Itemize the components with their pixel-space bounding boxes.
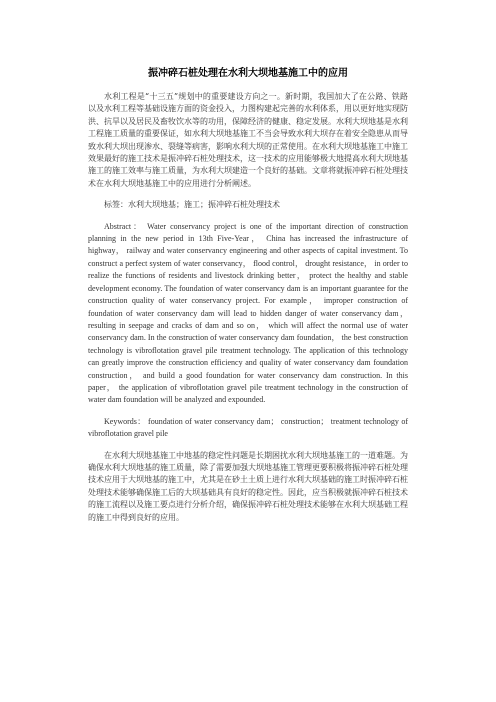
section-spacing: [88, 441, 408, 450]
body-paragraph: 在水利大坝地基施工中地基的稳定性问题是长期困扰水利大坝地基施工的一道难题。为确保水利大坝地基的施工质量，除了需要加强大坝地基施工管理更要积极将振冲碎石桩处理技术应用于大坝地基的施工中，尤其是在砂土土质上进行水利大坝基础的施工时振冲碎石桩处理技术能够确保施工后的大坝基础具有良好的稳定性。因此，应当积极就振冲碎石桩技术的施工流程以及施工要点进行分析介绍，确保振冲碎石桩处理技术能够在水利大坝基础工程的施工中得到良好的应用。: [88, 450, 408, 522]
english-abstract: Abstract： Water conservancy project is one of the important direction of construction planning in the new period in 13th Five-Year， China has increased the infrastructure of highway， railway and water conservancy engineering and other aspects of capital investment. To construct a perfect system of water conservancy， flood control， drought resistance， in order to realize the functions of residents and livestock drinking better， protect the healthy and stable development economy. The foundation of water conservancy dam is an important guarantee for the construction quality of water conservancy project. For example， improper construction of foundation of water conservancy dam will lead to hidden danger of water conservancy dam， resulting in seepage and cracks of dam and so on， which will affect the normal use of water conservancy dam. In the construction of water conservancy dam foundation， the best construction technology is vibroflotation gravel pile treatment technology. The application of this technology can greatly improve the construction efficiency and quality of water conservancy dam foundation construction， and build a good foundation for water conservancy dam construction. In this paper， the application of vibroflotation gravel pile treatment technology in the construction of water dam foundation will be analyzed and expounded.: [88, 221, 408, 405]
document-title: 振冲碎石桩处理在水利大坝地基施工中的应用: [148, 68, 348, 79]
section-spacing: [88, 190, 408, 199]
chinese-abstract: 水利工程是“十三五”规划中的重要建设方向之一。新时期，我国加大了在公路、铁路以及水利工程等基础设施方面的资金投入，力图构建起完善的水利体系，用以更好地实现防洪、抗旱以及居民及畜牧饮水等的功用，保障经济的健康、稳定发展。水利大坝地基是水利工程施工质量的重要保证，如水利大坝地基施工不当会导致水利大坝存在着安全隐患从而导致水利大坝出现渗水、裂缝等病害，影响水利大坝的正常使用。在水利大坝地基施工中施工效果最好的施工技术是振冲碎石桩处理技术，这一技术的应用能够极大地提高水利大坝地基施工的施工效率与施工质量，为水利大坝建造一个良好的基础。文章将就振冲碎石桩处理技术在水利大坝地基施工中的应用进行分析阐述。: [88, 92, 408, 188]
section-spacing: [88, 407, 408, 416]
chinese-keywords: 标签：水利大坝地基；施工；振冲碎石桩处理技术: [104, 200, 280, 210]
section-spacing: [88, 212, 408, 221]
document-content: [88, 64, 408, 524]
english-keywords: Keywords： foundation of water conservancy dam； construction； treatment technology of vibroflotation gravel pile: [88, 416, 408, 439]
